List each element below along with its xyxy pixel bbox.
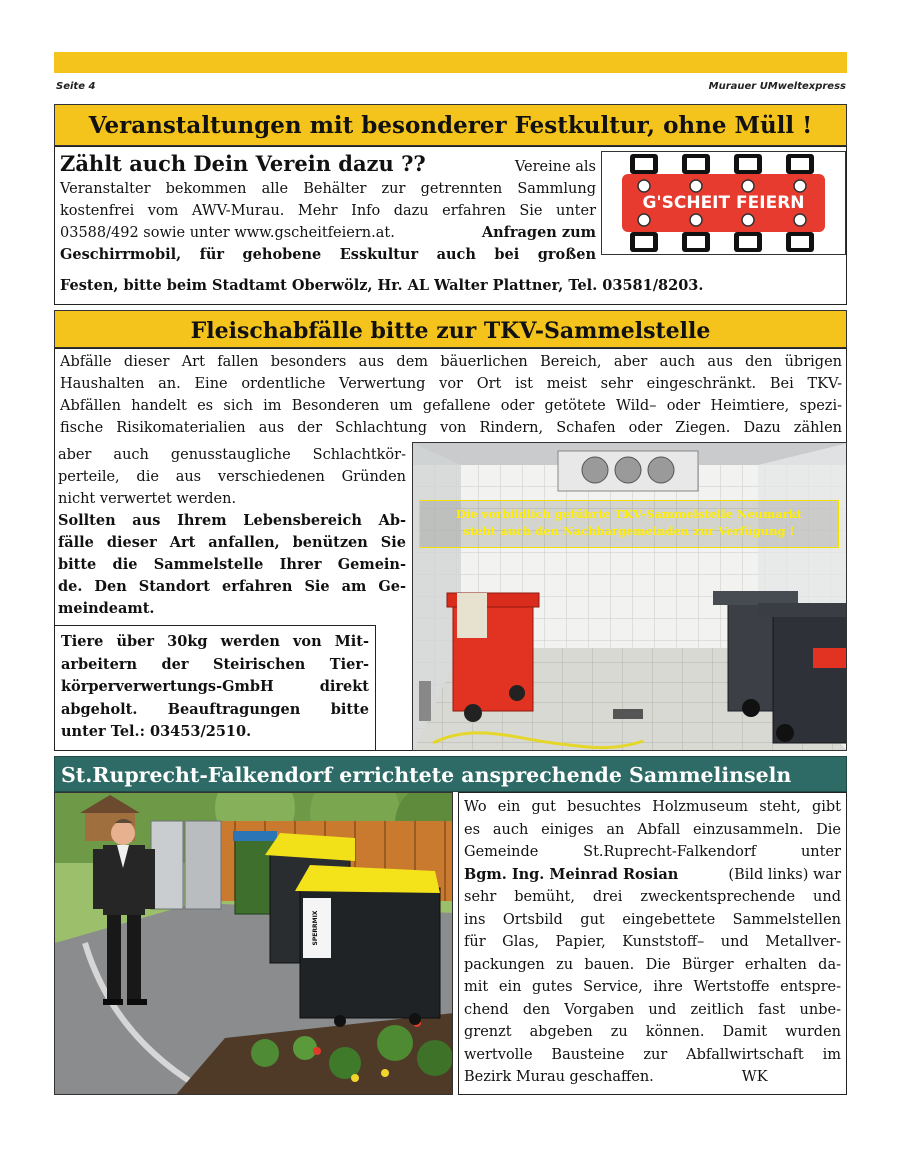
text-line: fische Risikomaterialien aus der Schlachtung von Rindern, Schafen oder Ziegen. Dazu zählen [60,420,842,436]
text-line: für Glas, Papier, Kunststoff– und Metallver- [464,934,841,950]
text-line: packungen zu bauen. Die Bürger erhalten da- [464,956,841,973]
text-line: Sollten aus Ihrem Lebensbereich Ab- [58,512,406,529]
mayor-name: Bgm. Ing. Meinrad Rosian [464,865,679,883]
author-initials: WK [741,1069,768,1085]
text-line: (Bild links) war [728,866,841,883]
text-line: mit ein gutes Service, ihre Wertstoffe entspre- [464,979,841,995]
section1-title: Veranstaltungen mit besonderer Festkultur, ohne Müll ! [54,104,847,146]
text-line: körperverwertungs-GmbH direkt [61,678,369,695]
text-line: de. Den Standort erfahren Sie am Ge- [58,578,406,595]
text-line: Geschirrmobil, für gehobene Esskultur auch bei großen [60,246,596,263]
text-line: grenzt abgeben zu können. Damit wurden [464,1024,841,1040]
header-bar [54,52,847,73]
caption-line: steht auch den Nachbargemeinden zur Verfügung ! [463,524,795,538]
section1-lead: Zählt auch Dein Verein dazu ?? [60,151,426,176]
text-line: nicht verwertet werden. [58,491,237,507]
text-line: Anfragen zum [481,224,596,241]
text-line: Abfälle dieser Art fallen besonders aus dem bäuerlichen Bereich, aber auch aus den übrigen [60,354,842,370]
text-line: Festen, bitte beim Stadtamt Oberwölz, Hr. AL Walter Plattner, Tel. 03581/8203. [60,277,704,294]
text-line: arbeitern der Steirischen Tier- [61,655,369,673]
section3-text [458,792,847,1095]
bin-label: SPERRMIX [312,910,319,946]
text-line: Haushalten an. Eine ordentliche Verwertung vor Ort ist meist sehr eingeschränkt. Bei TKV- [60,376,842,392]
text-line: es auch einiges an Abfall einzusammeln. Die [464,821,841,838]
section1-text [60,153,596,266]
tkv-photo [412,442,847,751]
text-line: unter Tel.: 03453/2510. [61,723,252,740]
page-number: Seite 4 [56,81,96,92]
text-line: ins Ortsbild gut eingebettete Sammelstellen [464,911,841,928]
text-line: 03588/492 sowie unter www.gscheitfeiern.at. [60,225,395,241]
text-line: chend den Vorgaben und zeitlich fast unbe- [464,1001,841,1018]
text-line: perteile, die aus verschiedenen Gründen [58,469,406,485]
text-line: Wo ein gut besuchtes Holzmuseum steht, gibt [464,799,841,815]
tkv-info-box [54,625,376,751]
collection-point-photo [54,792,453,1095]
text-line: Abfällen handelt es sich im Besonderen um gefallene oder getötete Wild– oder Heimtiere, spezi- [60,398,842,414]
text-line: abgeholt. Beauftragungen bitte [61,700,369,718]
gscheit-feiern-logo [601,151,846,255]
text-line: Vereine als [514,159,596,175]
text-line: Tiere über 30kg werden von Mit- [61,633,369,650]
text-line: Gemeinde St.Ruprecht-Falkendorf unter [464,844,841,860]
section2-left-text [58,444,406,620]
publication-name: Murauer UMweltexpress [708,81,846,92]
caption-line: Die vorbildlich geführte TKV-Sammelstelle Neumarkt [455,507,803,521]
text-line: meindeamt. [58,600,155,617]
text-line: wertvolle Bausteine zur Abfallwirtschaft im [464,1046,841,1063]
text-line: fälle dieser Art anfallen, benützen Sie [58,534,406,551]
tkv-photo-caption [419,500,839,548]
section2-intro [60,351,842,439]
collection-point-graphic [55,793,453,1095]
text-line: Bezirk Murau geschaffen. [464,1069,654,1085]
section2-title: Fleischabfälle bitte zur TKV-Sammelstelle [54,310,847,348]
text-line: Veranstalter bekommen alle Behälter zur getrennten Sammlung [60,181,596,197]
logo-text: G'SCHEIT FEIERN [642,193,805,213]
text-line: aber auch genusstaugliche Schlachtkör- [58,447,406,463]
text-line: kostenfrei vom AWV-Murau. Mehr Info dazu erfahren Sie unter [60,203,596,219]
text-line: sehr bemüht, drei zweckentsprechende und [464,889,841,905]
section3-title: St.Ruprecht-Falkendorf errichtete ansprechende Sammelinseln [54,756,847,792]
text-line: bitte die Sammelstelle Ihrer Gemein- [58,556,406,573]
logo-graphic [602,152,845,254]
tkv-photo-graphic [413,443,847,751]
